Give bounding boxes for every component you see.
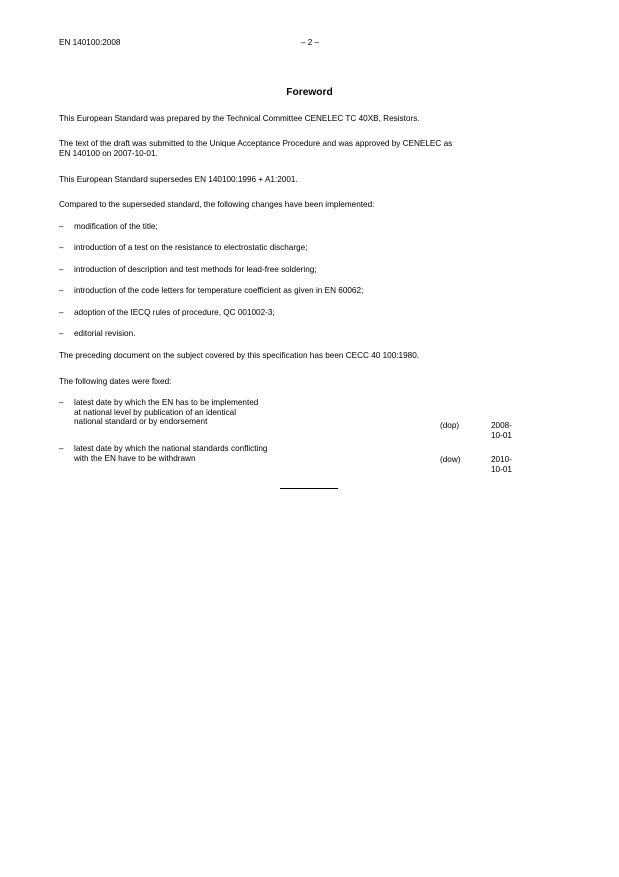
dates-intro: The following dates were fixed:	[59, 377, 172, 386]
end-rule	[280, 488, 338, 489]
date-entry-description	[74, 444, 267, 463]
list-item-text: introduction of a test on the resistance to electrostatic discharge;	[74, 243, 308, 252]
draft-paragraph-line-2: EN 140100 on 2007-10-01.	[59, 149, 158, 158]
date-value: 2010-10-01	[491, 455, 512, 474]
list-dash: –	[59, 444, 64, 453]
list-dash: –	[59, 243, 64, 252]
list-item	[59, 286, 363, 296]
intro-paragraph: This European Standard was prepared by the Technical Committee CENELEC TC 40XB, Resistors.	[59, 114, 420, 123]
date-entry-line: national standard or by endorsement	[74, 417, 208, 427]
header-page-number: – 2 –	[300, 38, 320, 47]
date-entry-line: latest date by which the national standards conflicting	[74, 444, 268, 453]
preceding-paragraph: The preceding document on the subject covered by this specification has been CECC 40 100:1980.	[59, 351, 420, 360]
date-code: (dop)	[440, 421, 460, 430]
date-entry-line: latest date by which the EN has to be implemented	[74, 398, 259, 407]
date-entry-description	[74, 398, 258, 427]
changes-intro: Compared to the superseded standard, the following changes have been implemented:	[59, 200, 375, 209]
list-item-text: editorial revision.	[74, 329, 136, 338]
header-doc-id: EN 140100:2008	[59, 38, 121, 47]
supersedes-paragraph: This European Standard supersedes EN 140100:1996 + A1:2001.	[59, 175, 298, 184]
date-value: 2008-10-01	[491, 421, 512, 440]
list-item	[59, 308, 275, 318]
list-item	[59, 329, 135, 339]
list-item-text: modification of the title;	[74, 222, 158, 231]
list-item	[59, 265, 317, 275]
draft-paragraph-line-1: The text of the draft was submitted to the Unique Acceptance Procedure and was approved by CENELEC as	[59, 139, 453, 148]
list-dash: –	[59, 286, 64, 295]
list-dash: –	[59, 329, 64, 338]
date-entry-line: at national level by publication of an identical	[74, 407, 237, 417]
list-item-text: introduction of description and test methods for lead-free soldering;	[74, 265, 317, 274]
list-dash: –	[59, 222, 64, 231]
list-item	[59, 243, 307, 253]
list-dash: –	[59, 308, 64, 317]
date-entry-line: with the EN have to be withdrawn	[74, 453, 196, 463]
section-title: Foreword	[286, 87, 333, 98]
list-item	[59, 222, 158, 232]
date-code: (dow)	[440, 455, 461, 464]
list-item-text: introduction of the code letters for temperature coefficient as given in EN 60062;	[74, 286, 364, 295]
list-item-text: adoption of the IECQ rules of procedure, QC 001002-3;	[74, 308, 275, 317]
list-dash: –	[59, 398, 64, 407]
list-dash: –	[59, 265, 64, 274]
